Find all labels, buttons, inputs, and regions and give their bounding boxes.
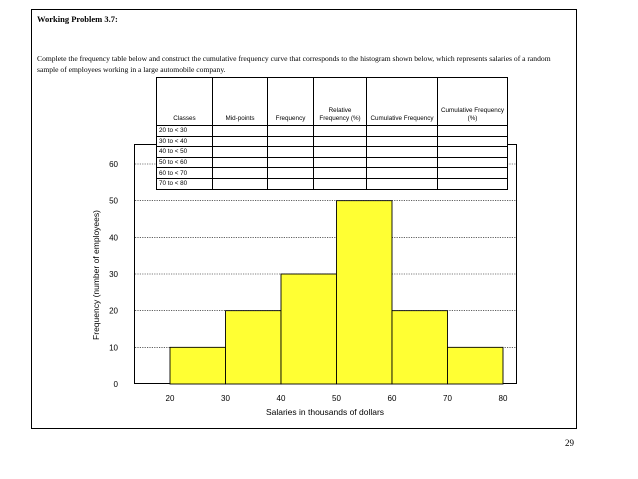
x-tick-label: 30 (221, 394, 230, 403)
cumulative-frequency-pct-cell[interactable] (438, 136, 508, 147)
table-row (157, 157, 508, 168)
relative-frequency-cell[interactable] (314, 147, 367, 158)
histogram-bar (281, 274, 337, 384)
y-tick-label: 40 (109, 233, 118, 243)
x-tick-label: 60 (387, 394, 397, 403)
x-tick-label: 20 (165, 394, 175, 403)
cumulative-frequency-pct-cell[interactable] (438, 147, 508, 158)
frequency-table (156, 77, 508, 190)
class-cell: 40 to < 50 (157, 147, 213, 158)
y-tick-label: 0 (113, 380, 118, 389)
midpoint-cell[interactable] (213, 178, 268, 189)
header-cumulative-frequency-pct: Cumulative Frequency (%) (438, 78, 508, 126)
frequency-cell[interactable] (268, 136, 314, 147)
table-row (157, 126, 508, 137)
header-cumulative-frequency: Cumulative Frequency (367, 78, 438, 126)
cumulative-frequency-pct-cell[interactable] (438, 126, 508, 137)
frequency-cell[interactable] (268, 178, 314, 189)
histogram-bar (170, 347, 226, 384)
midpoint-cell[interactable] (213, 136, 268, 147)
relative-frequency-cell[interactable] (314, 168, 367, 179)
x-axis-label: Salaries in thousands of dollars (265, 407, 385, 417)
midpoint-cell[interactable] (213, 168, 268, 179)
y-tick-label: 60 (109, 160, 118, 169)
cumulative-frequency-pct-cell[interactable] (438, 157, 508, 168)
cumulative-frequency-cell[interactable] (367, 168, 438, 179)
class-cell: 70 to < 80 (157, 178, 213, 189)
histogram-bars (170, 201, 503, 384)
midpoint-cell[interactable] (213, 147, 268, 158)
midpoint-cell[interactable] (213, 126, 268, 137)
y-axis-label: Frequency (number of employees) (91, 210, 101, 340)
frequency-cell[interactable] (268, 168, 314, 179)
table-row (157, 168, 508, 179)
relative-frequency-cell[interactable] (314, 178, 367, 189)
y-tick-label: 30 (109, 270, 118, 279)
midpoint-cell[interactable] (213, 157, 268, 168)
frequency-cell[interactable] (268, 147, 314, 158)
relative-frequency-cell[interactable] (314, 157, 367, 168)
y-tick-label: 50 (109, 196, 118, 206)
table-row (157, 136, 508, 147)
histogram-bar (392, 311, 448, 384)
cumulative-frequency-pct-cell[interactable] (438, 178, 508, 189)
header-relative-frequency: Relative Frequency (%) (314, 78, 367, 126)
relative-frequency-cell[interactable] (314, 136, 367, 147)
histogram-bar (448, 347, 504, 384)
cumulative-frequency-cell[interactable] (367, 178, 438, 189)
problem-description: Complete the frequency table below and construct the cumulative frequency curve that corresponds to the histogram shown below, which represents salaries of a random sample of employees working in a large automobile company. (37, 54, 551, 74)
cumulative-frequency-pct-cell[interactable] (438, 168, 508, 179)
class-cell: 20 to < 30 (157, 126, 213, 137)
slide-title: Working Problem 3.7: (37, 14, 118, 24)
x-tick-label: 40 (276, 394, 286, 403)
header-classes: Classes (157, 78, 213, 126)
header-midpoints: Mid-points (213, 78, 268, 126)
frequency-cell[interactable] (268, 157, 314, 168)
class-cell: 30 to < 40 (157, 136, 213, 147)
frequency-cell[interactable] (268, 126, 314, 137)
histogram-bar (226, 311, 282, 384)
class-cell: 60 to < 70 (157, 168, 213, 179)
y-tick-label: 20 (109, 306, 118, 316)
relative-frequency-cell[interactable] (314, 126, 367, 137)
table-row (157, 147, 508, 158)
page-number: 29 (565, 438, 574, 448)
header-frequency: Frequency (268, 78, 314, 126)
cumulative-frequency-cell[interactable] (367, 147, 438, 158)
y-tick-label: 10 (109, 343, 118, 353)
table-header-row (157, 78, 508, 126)
cumulative-frequency-cell[interactable] (367, 157, 438, 168)
histogram-bar (337, 201, 393, 384)
class-cell: 50 to < 60 (157, 157, 213, 168)
x-tick-label: 80 (498, 394, 508, 403)
cumulative-frequency-cell[interactable] (367, 126, 438, 137)
cumulative-frequency-cell[interactable] (367, 136, 438, 147)
table-row (157, 178, 508, 189)
x-tick-label: 50 (332, 394, 341, 403)
x-tick-label: 70 (443, 394, 452, 403)
